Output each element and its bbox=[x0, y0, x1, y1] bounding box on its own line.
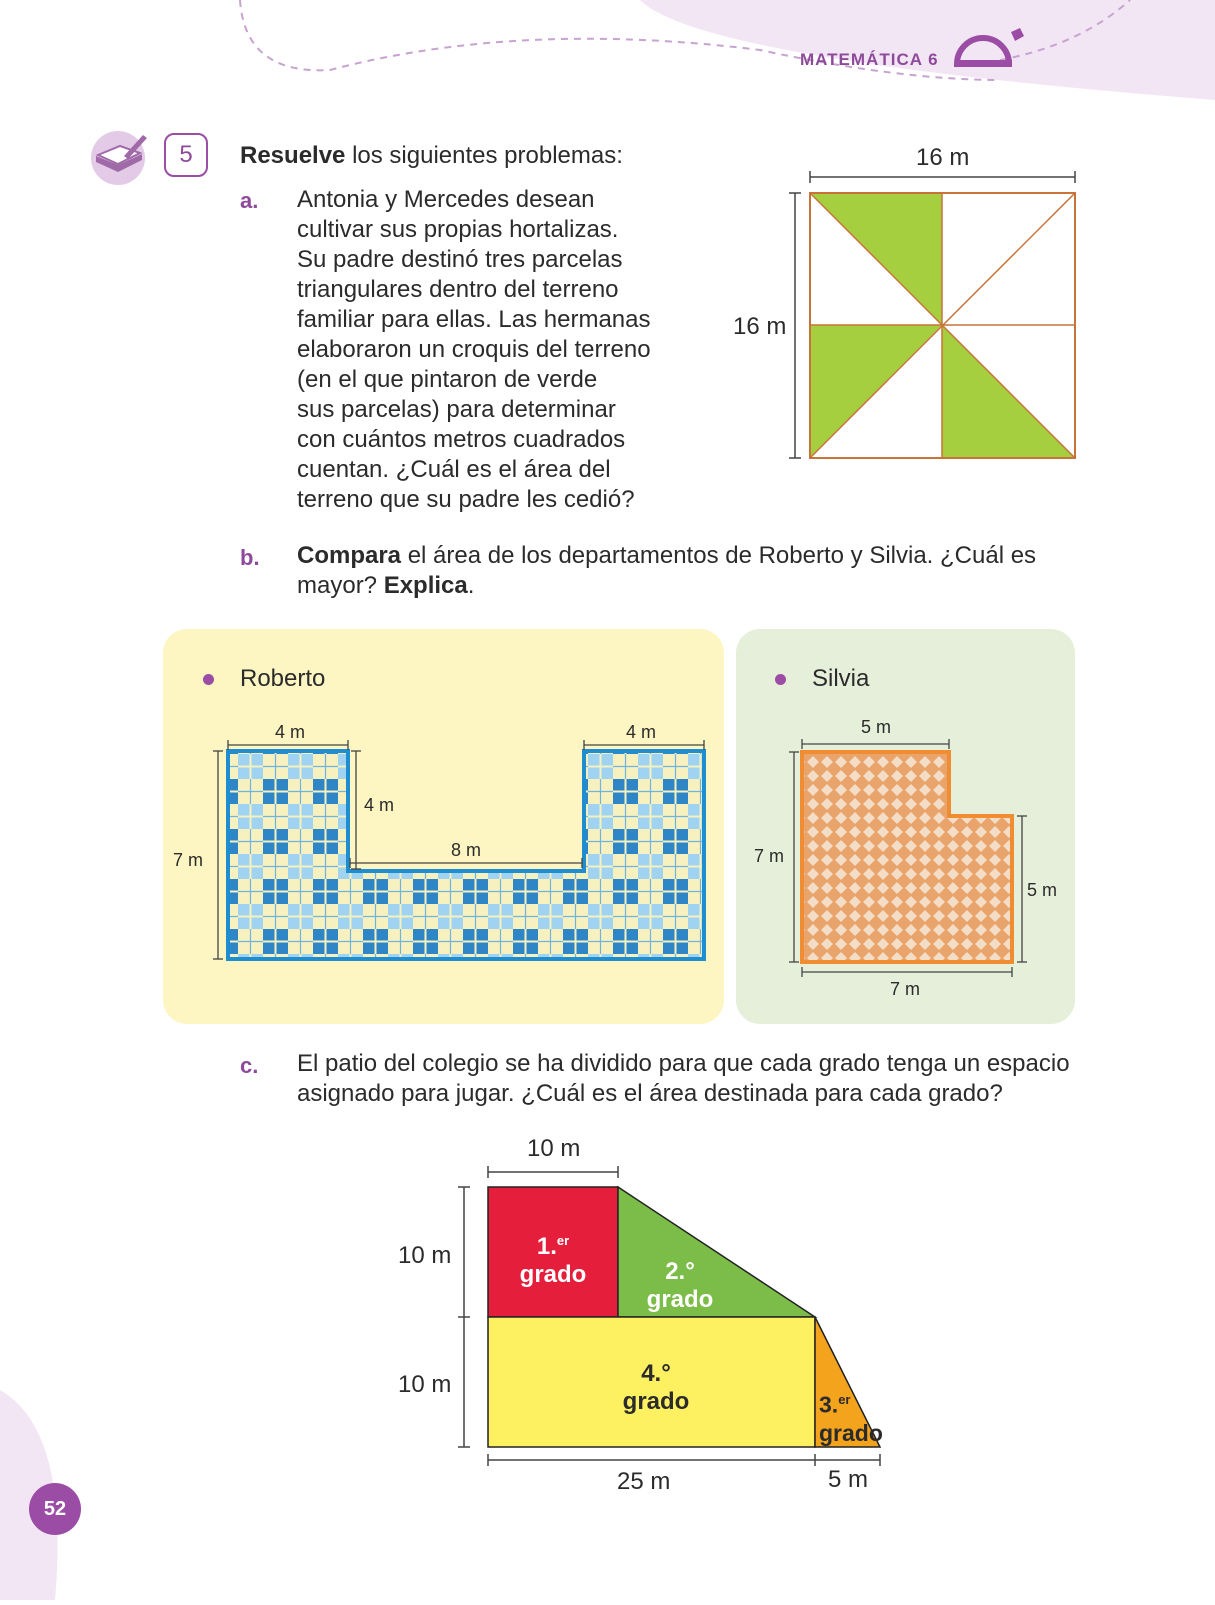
first-grade-label: 1.$^{er}$ grado bbox=[519, 1233, 587, 1288]
problem-a-text bbox=[297, 185, 651, 515]
problem-a-line: sus parcelas) para determinar bbox=[297, 396, 616, 423]
roberto-floor-plan bbox=[163, 629, 724, 1024]
yard-dim-left-bottom: 10 m bbox=[398, 1371, 452, 1398]
fourth-grade-label: 4.° grado bbox=[622, 1360, 690, 1415]
roberto-dim-left-top: 4 m bbox=[275, 722, 306, 742]
roberto-dim-height: 7 m bbox=[173, 850, 204, 870]
silvia-dim-right: 5 m bbox=[1027, 880, 1058, 900]
problem-b-line-1: el área de los departamentos de Roberto y Silvia. ¿Cuál es bbox=[401, 542, 1037, 569]
problem-a-line: Antonia y Mercedes desean bbox=[297, 186, 595, 213]
problem-c-text bbox=[297, 1049, 1070, 1109]
problem-a-line: cultivar sus propias hortalizas. bbox=[297, 216, 619, 243]
problem-a-figure bbox=[780, 165, 1100, 475]
page-number: 52 bbox=[43, 1498, 67, 1520]
page-number-badge bbox=[29, 1483, 81, 1535]
third-grade-label: 3.$^{er}$ grado bbox=[819, 1391, 883, 1446]
silvia-dim-top: 5 m bbox=[861, 717, 892, 737]
problem-a-line: familiar para ellas. Las hermanas bbox=[297, 306, 651, 333]
instruction-rest: los siguientes problemas: bbox=[345, 142, 623, 169]
instruction-verb: Resuelve bbox=[240, 142, 346, 169]
activity-number-badge bbox=[164, 133, 208, 177]
compare-verb: Compara bbox=[297, 542, 402, 569]
yard-dim-bottom-main: 25 m bbox=[617, 1468, 671, 1495]
problem-b-period: . bbox=[467, 572, 475, 599]
silvia-floor-plan bbox=[736, 629, 1075, 1024]
problem-c-letter: c. bbox=[240, 1053, 259, 1078]
header-subject: MATEMÁTICA 6 bbox=[800, 50, 939, 69]
roberto-dim-inner-height: 4 m bbox=[364, 795, 395, 815]
problem-c-line-1: El patio del colegio se ha dividido para que cada grado tenga un espacio bbox=[297, 1050, 1070, 1077]
problem-a-line: terreno que su padre les cedió? bbox=[297, 486, 635, 513]
problem-a-line: con cuántos metros cuadrados bbox=[297, 426, 626, 453]
silvia-name: Silvia bbox=[812, 665, 870, 692]
problem-a-line: cuentan. ¿Cuál es el área del bbox=[297, 456, 611, 483]
roberto-dim-inner-width: 8 m bbox=[451, 840, 482, 860]
silvia-dim-left: 7 m bbox=[754, 846, 785, 866]
roberto-dim-right-top: 4 m bbox=[626, 722, 657, 742]
explain-verb: Explica bbox=[383, 572, 468, 599]
activity-book-icon bbox=[88, 128, 150, 186]
problem-a-line: elaboraron un croquis del terreno bbox=[297, 336, 651, 363]
problem-c-line-2: asignado para jugar. ¿Cuál es el área destinada para cada grado? bbox=[297, 1080, 1003, 1107]
second-grade-label: 2.° grado bbox=[646, 1258, 714, 1313]
yard-dim-bottom-small: 5 m bbox=[828, 1466, 869, 1493]
problem-a-line: Su padre destinó tres parcelas bbox=[297, 246, 623, 273]
silvia-dim-bottom: 7 m bbox=[890, 979, 921, 999]
activity-instruction bbox=[240, 141, 623, 171]
problem-b-text bbox=[297, 541, 1036, 601]
yard-dim-top: 10 m bbox=[527, 1135, 581, 1162]
figure-a-width-label: 16 m bbox=[916, 144, 970, 171]
problem-a-letter: a. bbox=[240, 188, 259, 213]
roberto-name: Roberto bbox=[240, 665, 326, 692]
header-decoration bbox=[0, 0, 1215, 100]
problem-a-line: (en el que pintaron de verde bbox=[297, 366, 598, 393]
problem-b-letter: b. bbox=[240, 545, 260, 570]
protractor-icon bbox=[954, 24, 1024, 68]
figure-a-height-label: 16 m bbox=[733, 313, 787, 340]
activity-number: 5 bbox=[179, 141, 193, 168]
problem-a-line: triangulares dentro del terreno bbox=[297, 276, 619, 303]
yard-dim-left-top: 10 m bbox=[398, 1242, 452, 1269]
problem-b-line-2: mayor? bbox=[297, 572, 384, 599]
